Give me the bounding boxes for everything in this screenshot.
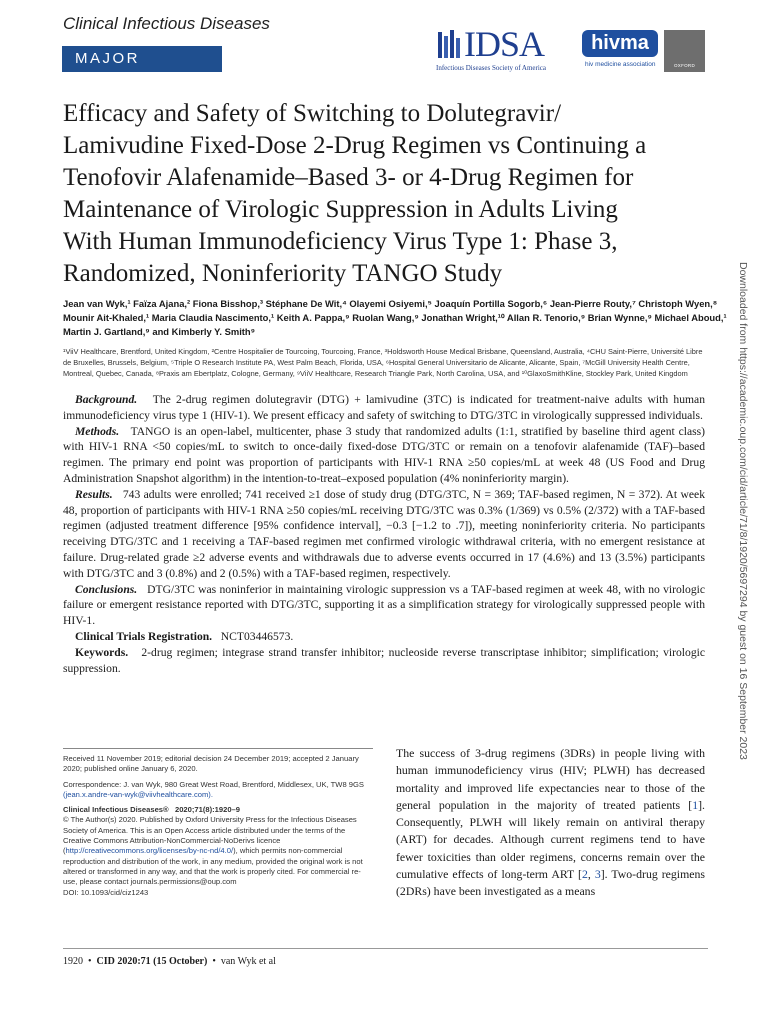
hivma-logo xyxy=(582,30,658,72)
idsa-logo xyxy=(436,24,574,72)
author-list xyxy=(63,297,727,339)
abstract-registration: Clinical Trials Registration. NCT03446573. xyxy=(75,629,294,643)
citation-info: Clinical Infectious Diseases® 2020;71(8):1920–9 © The Author(s) 2020. Published by Oxford University Press for the Infectious Diseases Society of America. This is an Open Access article distributed under the terms of the Creative Commons Attribution-NonCommercial-NoDerivs licence (http://creativecommons.org/licenses/by-nc-nd/4.0/), which permits non-commercial reproduction and distribution of the work, in any medium, provided the original work is not altered or transformed in any way, and that the work is properly cited. For commercial re-use, please contact journals.permissions@oup.com DOI: 10.1093/cid/ciz1243 xyxy=(63,805,363,897)
title-line: Tenofovir Alafenamide–Based 3- or 4-Drug Regimen for xyxy=(63,164,634,191)
hivma-logo-text: hivma xyxy=(582,30,658,57)
page-number: 1920 xyxy=(63,956,83,967)
affiliation-line: ¹ViiV Healthcare, Brentford, United Kingdom, ²Centre Hospitalier de Tourcoing, Tourcoing, France, ³Holdsworth House Medical Brisbane, Queensland, Australia, ⁴CHU Saint-Pierre, Université Libre xyxy=(63,347,703,356)
title-line: Lamivudine Fixed-Dose 2-Drug Regimen vs Continuing a xyxy=(63,132,647,159)
title-line: With Human Immunodeficiency Virus Type 1: Phase 3, xyxy=(63,228,618,255)
page-footer-divider xyxy=(63,948,708,949)
download-notice-sidebar xyxy=(737,262,751,782)
affiliation-line: de Bruxelles, Brussels, Belgium, ⁵Triple O Research Institute PA, West Palm Beach, Florida, USA, ⁶Hospital General Universitario de Alicante, Alicante, Spain, ⁷McGill University Health Centre, xyxy=(63,358,690,367)
article-type-banner: MAJOR ARTICLE xyxy=(62,46,222,72)
affiliation-line: Montreal, Quebec, Canada, ⁸Praxis am Ebertplatz, Cologne, Germany, ⁹ViiV Healthcare, Research Triangle Park, North Carolina, USA, and ¹⁰GlaxoSmithKline, Stockley Park, United Kingdom xyxy=(63,369,688,378)
journal-citation: CID 2020:71 (15 October) xyxy=(96,956,208,967)
abstract-conclusions: Conclusions. DTG/3TC was noninferior in maintaining virologic suppression vs a TAF-based regimen at week 48, with no virologic failure or emergent resistance reported with DTG/3TC, supporting it as a simplification strategy for virologically suppressed people with HIV-1. xyxy=(63,582,705,628)
abstract xyxy=(63,392,705,676)
idsa-subtitle: Infectious Diseases Society of America xyxy=(436,64,547,72)
affiliations xyxy=(63,346,713,379)
abstract-keywords: Keywords. 2-drug regimen; integrase strand transfer inhibitor; nucleoside reverse transcriptase inhibitor; simplification; virologic suppression. xyxy=(63,645,705,675)
reference-link[interactable]: 2 xyxy=(581,867,588,882)
title-line: Maintenance of Virologic Suppression in Adults Living xyxy=(63,196,618,223)
hivma-subtitle: hiv medicine association xyxy=(585,61,656,68)
correspondence-email-link[interactable]: (jean.x.andre-van-wyk@viivhealthcare.com). xyxy=(63,789,213,799)
reference-link[interactable]: 3 xyxy=(594,867,601,882)
oxford-logo xyxy=(664,30,705,72)
footnotes xyxy=(63,754,375,903)
section-label: Keywords. xyxy=(75,645,129,659)
title-line: Efficacy and Safety of Switching to Dolutegravir/ xyxy=(63,100,562,127)
section-label: Results. xyxy=(75,487,113,501)
citation-journal: Clinical Infectious Diseases® xyxy=(63,805,169,815)
title-line: Randomized, Noninferiority TANGO Study xyxy=(63,260,503,287)
oxford-logo-text: OXFORD xyxy=(673,63,696,68)
section-label: Clinical Trials Registration. xyxy=(75,629,213,643)
received-dates: Received 11 November 2019; editorial decision 24 December 2019; accepted 2 January 2020; published online January 6, 2020. xyxy=(63,754,359,774)
citation-details: 2020;71(8):1920–9 xyxy=(174,805,240,815)
author-line: Martin J. Gartland,⁹ and Kimberly Y. Smith⁹ xyxy=(63,326,256,337)
section-label: Methods. xyxy=(75,424,120,438)
author-line: Mounir Ait-Khaled,¹ Maria Claudia Nascimento,¹ Keith A. Pappa,⁹ Ruolan Wang,⁹ Jonathan Wright,¹⁰ Allan R. Tenorio,⁹ Brian Wynne,⁹ Michael Aboud,¹ xyxy=(63,312,727,323)
idsa-logo-text: IDSA xyxy=(464,24,545,64)
section-label: Conclusions. xyxy=(75,582,138,596)
download-notice-text: Downloaded from https://academic.oup.com/cid/article/71/8/1920/5697294 by guest on 16 September 2023 xyxy=(737,262,749,760)
correspondence: Correspondence: J. van Wyk, 980 Great West Road, Brentford, Middlesex, UK, TW8 9GS (jean.x.andre-van-wyk@viivhealthcare.com). xyxy=(63,779,364,799)
journal-name: Clinical Infectious Diseases xyxy=(63,14,270,33)
section-label: Background. xyxy=(75,393,138,406)
body-column xyxy=(396,745,705,901)
doi: DOI: 10.1093/cid/ciz1243 xyxy=(63,887,149,897)
idsa-emblem-icon xyxy=(436,28,462,62)
body-paragraph: The success of 3-drug regimens (3DRs) in people living with human immunodeficiency virus (HIV; PLWH) has decreased mortality and improved life expectancies near to those of the general population in the majority of treated patients [1]. Consequently, PLWH will likely remain on antiviral therapy (ART) for decades. Although current regimens tend to have fewer toxicities than older regimens, concerns remain over the cumulative effects of long-term ART [2, 3]. Two-drug regimens (2DRs) have been investigated as a means xyxy=(396,746,705,899)
article-title xyxy=(63,98,713,290)
abstract-methods: Methods. TANGO is an open-label, multicenter, phase 3 study that randomized adults (1:1, stratified by baseline third agent class) with HIV-1 RNA <50 copies/mL to switch to once-daily fixed-dose DTG/3TC or remain on a tenofovir alafenamide (TAF)–based regimen. The primary end point was proportion of participants with HIV-1 RNA ≥50 copies/mL at week 48 (US Food and Drug Administration Snapshot algorithm) in the intention-to-treat–exposed population (4% noninferiority margin). xyxy=(63,424,705,485)
reference-link[interactable]: 1 xyxy=(692,797,699,812)
footnote-divider xyxy=(63,748,373,749)
abstract-background: Background. The 2-drug regimen dolutegravir (DTG) + lamivudine (3TC) is indicated for treatment-naive adults with human immunodeficiency virus type 1 (HIV-1). We present efficacy and safety of switching to DTG/3TC in virologically suppressed individuals. xyxy=(63,393,705,422)
license-link[interactable]: http://creativecommons.org/licenses/by-nc-nd/4.0/ xyxy=(65,846,234,856)
abstract-results: Results. 743 adults were enrolled; 741 received ≥1 dose of study drug (DTG/3TC, N = 369; TAF-based regimen, N = 372). At week 48, proportion of participants with HIV-1 RNA ≥50 copies/mL receiving DTG/3TC was 0.3% (1/369) vs 0.5% (2/372) with a TAF-based regimen (adjusted treatment difference [95% confidence interval], −0.3 [−1.2 to .7]), meeting noninferiority criteria. No participants receiving DTG/3TC and 1 receiving a TAF-based regimen met confirmed virologic withdrawal criteria, with no emergent resistance at failure. Drug-related grade ≥2 adverse events and withdrawals due to adverse events occurred in 17 (4.6%) and 13 (3.5%) participants with DTG/3TC and 3 (0.8%) and 2 (0.5%) with a TAF-based regimen, respectively. xyxy=(63,487,705,580)
author-short: van Wyk et al xyxy=(220,956,276,967)
author-line: Jean van Wyk,¹ Faïza Ajana,² Fiona Bisshop,³ Stéphane De Wit,⁴ Olayemi Osiyemi,⁵ Joaquín Portilla Sogorb,⁶ Jean-Pierre Routy,⁷ Christoph Wyen,⁸ xyxy=(63,298,718,309)
page-footer: 1920 • CID 2020:71 (15 October) • van Wyk et al xyxy=(63,956,276,967)
